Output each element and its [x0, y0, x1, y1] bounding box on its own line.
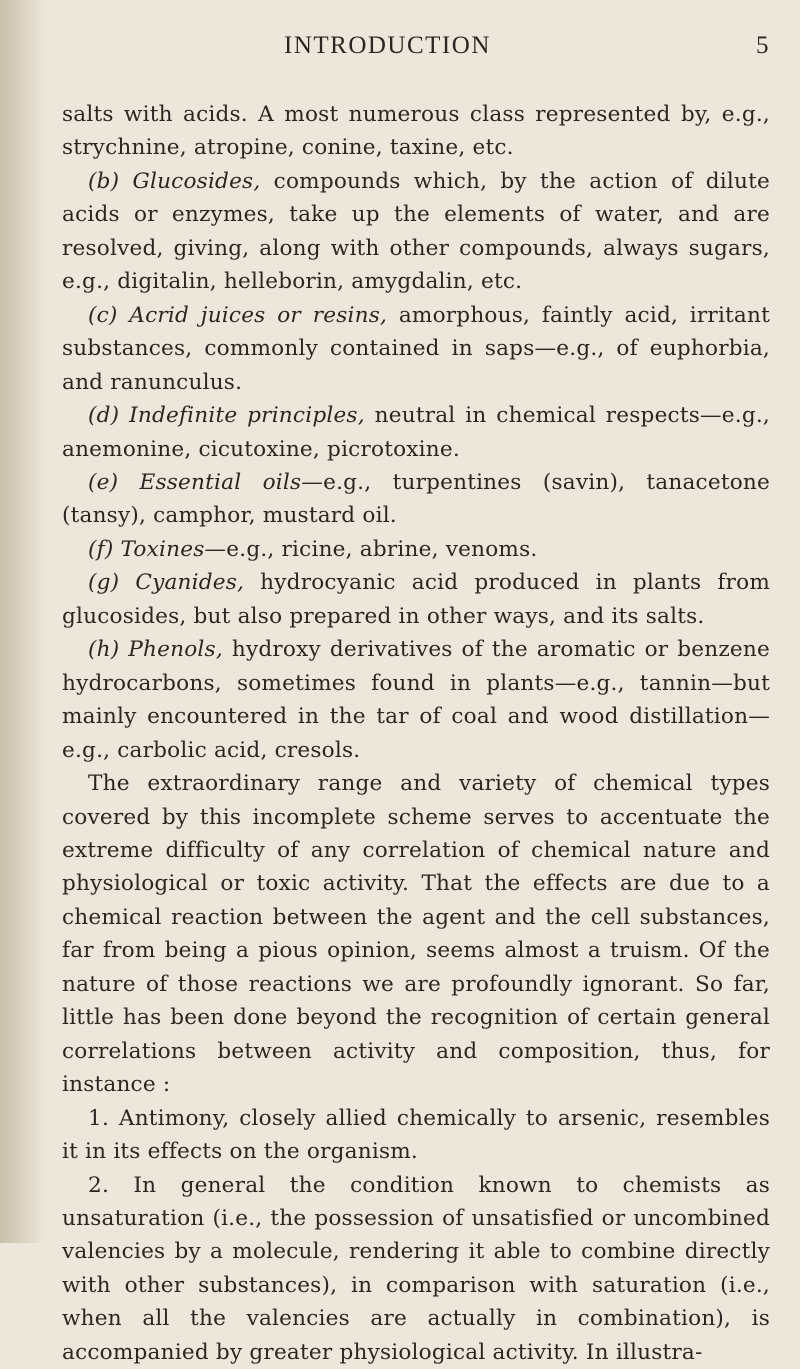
- paragraph-indefinite-principles: [62, 399, 770, 466]
- paragraph-lead: (e) Essential oils—: [88, 470, 323, 495]
- page-number: 5: [756, 32, 770, 60]
- paragraph-cyanides: [62, 566, 770, 633]
- paragraph-antimony: [62, 1102, 770, 1169]
- paragraph-acrid-juices: [62, 299, 770, 399]
- paragraph-lead: (c) Acrid juices or resins,: [88, 303, 387, 328]
- paragraph-text: e.g., ricine, abrine, venoms.: [226, 537, 537, 562]
- paragraph-text: e.g., turpentines (savin), tanacetone (tansy), camphor, mustard oil.: [62, 470, 770, 528]
- paragraph-text: amorphous, faintly acid, irritant substances, commonly contained in saps—e.g., of euphorbia, and ranunculus.: [62, 303, 770, 395]
- paragraph-text: compounds which, by the action of dilute acids or enzymes, take up the elements of water, and are resolved, giving, along with other compounds, always sugars, e.g., digitalin, helleborin, amygdalin, etc.: [62, 169, 770, 294]
- paragraph-text: The extraordinary range and variety of chemical types covered by this incomplete scheme serves to accentuate the extreme difficulty of any correlation of chemical nature and physiological or toxic activity. That the effects are due to a chemical reaction between the agent and the cell substances, far from being a pious opinion, seems almost a truism. Of the nature of those reactions we are profoundly ignorant. So far, little has been done beyond the recognition of certain general correlations between activity and composition, thus, for instance :: [62, 771, 770, 1097]
- running-head: [62, 28, 770, 68]
- running-head-title: INTRODUCTION: [284, 32, 491, 60]
- paragraph-glucosides: [62, 165, 770, 299]
- paragraph-toxines: [62, 533, 770, 566]
- body-text: [62, 98, 770, 1369]
- paragraph-text: 1. Antimony, closely allied chemically to arsenic, resembles it in its effects on the organism.: [62, 1106, 770, 1164]
- paragraph-text: 2. In general the condition known to chemists as unsaturation (i.e., the possession of unsatisfied or uncombined valencies by a molecule, rendering it able to combine directly with other substances), in comparison with saturation (i.e., when all the valencies are actually in combination), is accompanied by greater physiological activity. In illustra-: [62, 1173, 770, 1365]
- paragraph-text: neutral in chemical respects—e.g., anemonine, cicutoxine, picrotoxine.: [62, 403, 770, 461]
- book-page: [62, 28, 770, 1369]
- paragraph-chemical-types: [62, 767, 770, 1102]
- paragraph-text: hydroxy derivatives of the aromatic or benzene hydrocarbons, sometimes found in plants—e.g., tannin—but mainly encountered in the tar of coal and wood distillation—e.g., carbolic acid, cresols.: [62, 637, 770, 762]
- paragraph-text: salts with acids. A most numerous class represented by, e.g., strychnine, atropine, conine, taxine, etc.: [62, 102, 770, 160]
- paragraph-text: hydrocyanic acid produced in plants from glucosides, but also prepared in other ways, and its salts.: [62, 570, 770, 628]
- paragraph-lead: (h) Phenols,: [88, 637, 223, 662]
- paragraph-lead: (g) Cyanides,: [88, 570, 244, 595]
- page-gutter-shadow: [0, 0, 44, 1243]
- paragraph-unsaturation: [62, 1169, 770, 1369]
- paragraph-alkaloids-continued: [62, 98, 770, 165]
- paragraph-essential-oils: [62, 466, 770, 533]
- paragraph-lead: (b) Glucosides,: [88, 169, 260, 194]
- paragraph-lead: (f) Toxines—: [88, 537, 226, 562]
- paragraph-lead: (d) Indefinite principles,: [88, 403, 365, 428]
- paragraph-phenols: [62, 633, 770, 767]
